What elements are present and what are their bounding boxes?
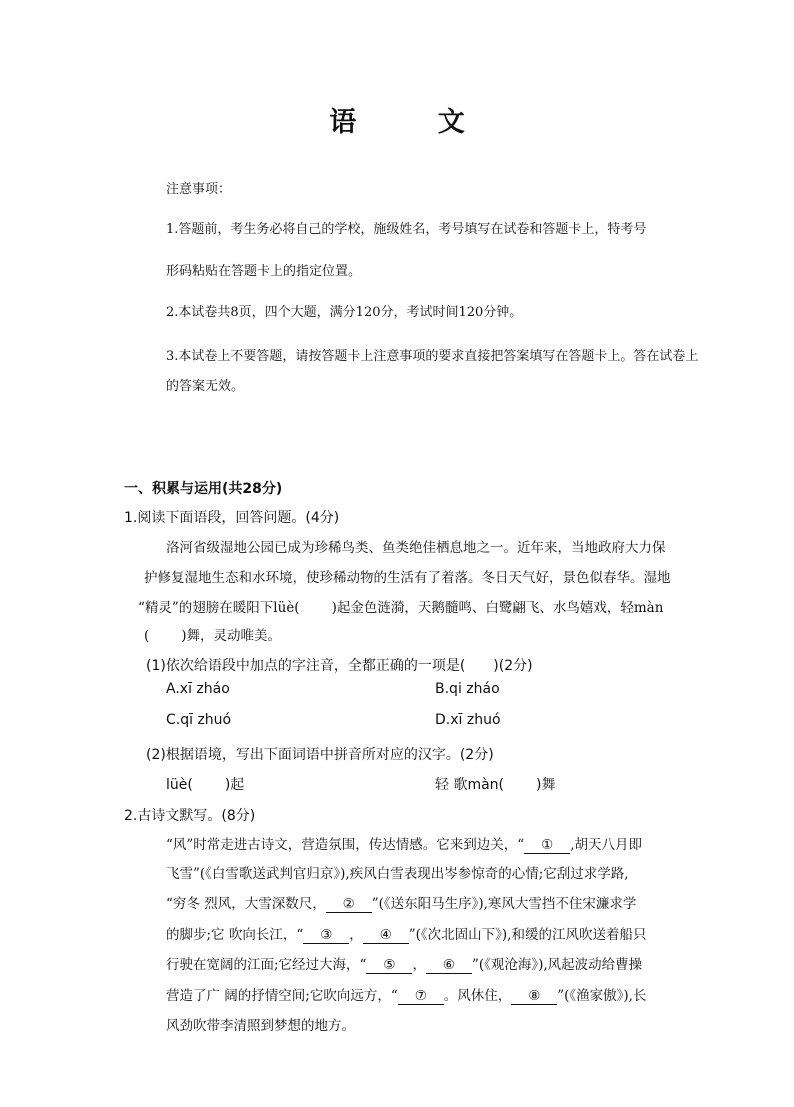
poem-line-1-text-a: “风”时常走进古诗文，营造氛围，传达情感。它来到边关，“ xyxy=(166,837,525,853)
poem-line-5-text-a: 行驶在宽阔的江面;它经过大海，“ xyxy=(166,957,367,973)
blank-4: ④ xyxy=(363,927,409,944)
notice-item-3: 3.本试卷上不要答题，请按答题卡上注意事项的要求直接把答案填写在答题卡上。答在试卷上的答案无效。 xyxy=(166,349,699,394)
passage-line-4 xyxy=(144,624,281,644)
poem-line-2: 飞雪”(《白雪歌送武判官归京》),疾风白雪表现出岑参惊奇的心情;它刮过求学路, xyxy=(166,866,629,882)
blank-8: ⑧ xyxy=(511,988,557,1005)
word-item-1-pinyin: lüè( xyxy=(166,777,193,793)
poem-line-4-text-b: ”(《次北固山下》),和缓的江风吹送着船只 xyxy=(408,927,647,943)
word-item-1-tail: )起 xyxy=(224,777,245,793)
word-item-1 xyxy=(166,774,244,794)
sub-question-1: (1)依次给语段中加点的字注音，全都正确的一项是( )(2分) xyxy=(146,658,533,674)
passage-line-3 xyxy=(138,596,663,616)
passage-line-3-part-b: )起金色涟漪，天鹅髓鸣、白鹭翩飞、水鸟嬉戏，轻màn xyxy=(331,600,664,616)
poem-line-3-text-a: “穷冬 烈风，大雪深数尺， xyxy=(166,896,326,912)
option-a: A.xī zháo xyxy=(166,681,230,697)
poem-line-5-text-b: ”(《观沧海》),风起波动给曹操 xyxy=(471,957,643,973)
blank-6: ⑥ xyxy=(426,957,472,974)
notice-item-1-line-1: 1.答题前，考生务必将自己的学校，施级姓名，考号填写在试卷和答题卡上，特考号 xyxy=(166,222,647,237)
poem-line-5 xyxy=(166,953,642,974)
option-d: D.xī zhuó xyxy=(435,712,501,728)
sub-question-2: (2)根据语境，写出下面词语中拼音所对应的汉字。(2分) xyxy=(146,747,494,763)
section-1-heading: 一、积累与运用(共28分) xyxy=(124,481,283,497)
poem-line-6-text-a: 营造了广 阔的抒情空间;它吹向远方，“ xyxy=(166,988,398,1004)
notice-item-2: 2.本试卷共8页，四个大题，满分120分，考试时间120分钟。 xyxy=(166,305,523,320)
question-1-stem: 1.阅读下面语段，回答问题。(4分) xyxy=(124,510,340,526)
passage-line-3-part-a: “精灵”的翅膀在暖阳下lüè( xyxy=(138,600,300,616)
word-item-2 xyxy=(435,774,555,794)
option-b: B.qi zháo xyxy=(435,681,500,697)
poem-line-4 xyxy=(166,923,646,944)
notice-item-1-line-2: 形码粘贴在答题卡上的指定位置。 xyxy=(166,264,362,279)
word-item-2-tail: )舞 xyxy=(536,777,556,793)
blank-3: ③ xyxy=(303,927,349,944)
blank-1: ① xyxy=(524,837,570,854)
passage-line-4-part-b: )舞，灵动唯美。 xyxy=(181,628,282,644)
poem-line-7: 风劲吹带李清照到梦想的地方。 xyxy=(166,1018,355,1034)
blank-7: ⑦ xyxy=(398,988,444,1005)
poem-line-1-text-b: ,胡天八月即 xyxy=(570,837,643,853)
poem-line-6-text-b: ”(《渔家傲》),长 xyxy=(557,988,647,1004)
poem-line-6-separator: 。风休住， xyxy=(443,988,512,1004)
poem-line-4-separator: ， xyxy=(349,927,363,943)
poem-line-3-text-b: ”(《送东阳马生序》),寒风大雪挡不住宋濂求学 xyxy=(371,896,637,912)
notice-heading: 注意事项： xyxy=(166,182,232,197)
passage-line-2: 护修复湿地生态和水环境，使珍稀动物的生活有了着落。冬日天气好，景色似春华。湿地 xyxy=(144,570,671,586)
passage-line-4-part-a: ( xyxy=(144,628,150,644)
option-c: C.qī zhuó xyxy=(166,712,232,728)
blank-5: ⑤ xyxy=(366,957,412,974)
poem-line-6 xyxy=(166,984,646,1005)
passage-line-1: 洛河省级湿地公园已成为珍稀鸟类、鱼类绝佳栖息地之一。近年来，当地政府大力保 xyxy=(166,540,666,556)
poem-line-1 xyxy=(166,833,642,854)
poem-line-4-text-a: 的脚步;它 吹向长江，“ xyxy=(166,927,304,943)
question-2-stem: 2.古诗文默写。(8分) xyxy=(124,808,256,824)
word-item-2-pinyin: 轻 歌màn( xyxy=(435,777,505,793)
blank-2: ② xyxy=(326,896,372,913)
page-title: 语 文 xyxy=(329,107,501,138)
poem-line-5-separator: ， xyxy=(412,957,426,973)
poem-line-3 xyxy=(166,892,636,913)
